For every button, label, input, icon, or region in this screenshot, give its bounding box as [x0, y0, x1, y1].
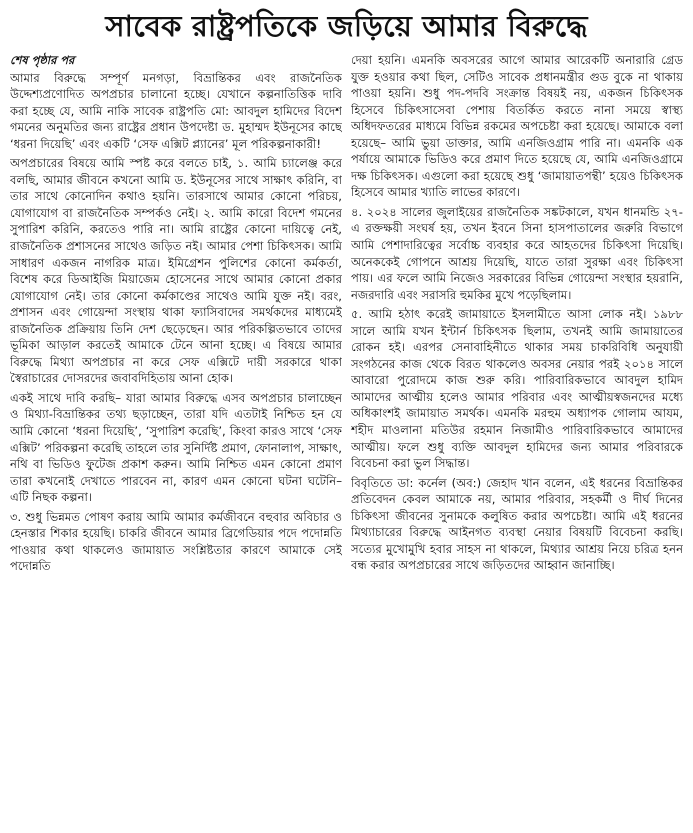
paragraph: ৫. আমি হঠাৎ করেই জামায়াতে ইসলামীতে আসা লোক নই। ১৯৮৮ সালে আমি যখন ইন্টার্ন চিকিৎসক ছিলাম, তখনই আমি জামায়াতের রোকন হই। এরপর সেনাবাহিনীতে থাকার সময় চাকরিবিধি অনুযায়ী সংগঠনের কাজ থেকে বিরত থাকলেও অবসর নেয়ার পরই ২০১৪ সালে আবারো পুরোদমে কাজ শুরু করি। পারিবারিকভাবে আবদুল হামিদ আমাদের আত্মীয় হলেও আমার পরিবার এবং আত্মীয়স্বজনদের মধ্যে অধিকাংশই জামায়াত সমর্থক। এমনকি মরহুম অধ্যাপক গোলাম আযম, শহীদ মাওলানা মতিউর রহমান নিজামীও পারিবারিকভাবে আমাদের আত্মীয়। ফলে শুধু ব্যক্তি আবদুল হামিদের জন্য আমার পরিবারকে বিবেচনা করা ভুল সিদ্ধান্ত।	[351, 307, 683, 471]
paragraph: দেয়া হয়নি। এমনকি অবসরের আগে আমার আরেকটি অনারারি গ্রেড যুক্ত হওয়ার কথা ছিল, সেটিও সাবেক প্রধানমন্ত্রীর গুড বুকে না থাকায় পাওয়া হয়নি। শুধু পদ-পদবি সংক্রান্ত বিষয়ই নয়, একজন চিকিৎসক হিসেবে চিকিৎসাসেবা পেশায় বিতর্কিত করতে নানা সময়ে স্বাস্থ্য অধিদফতরের মাধ্যমে বিভিন্ন রকমের অপচেষ্টা করা হয়েছে। আমাকে বলা হয়েছে– আমি ভুয়া ডাক্তার, আমি এনজিওগ্রাম পারি না। এমনকি এক পর্যায়ে আমাকে ভিডিও করে প্রমাণ দিতে হয়েছে যে, আমি এনজিওগ্রামে দক্ষ চিকিৎসক। এগুলো করা হয়েছে শুধু ‘জামায়াতপন্থী’ হয়েও চিকিৎসক হিসেবে আমার খ্যাতি লাভের কারণে।	[351, 53, 683, 200]
paragraph: একই সাথে দাবি করছি– যারা আমার বিরুদ্ধে এসব অপপ্রচার চালাচ্ছেন ও মিথ্যা-বিভ্রান্তিকর তথ্য ছড়াচ্ছেন, তারা যদি এতটাই নিশ্চিত হন যে আমি কোনো ‘ধরনা দিয়েছি’, ‘সুপারিশ করেছি’, কিংবা কারও সাথে ‘সেফ এক্সিট’ পরিকল্পনা করেছি তাহলে তার সুনির্দিষ্ট প্রমাণ, ফোনালাপ, সাক্ষাৎ, নথি বা ভিডিও ফুটেজ প্রকাশ করুন। আমি নিশ্চিত এমন কোনো প্রমাণ তারা কখনোই দেখাতে পারবেন না, কারণ এমন কোনো ঘটনা ঘটেনি– এটি নিছক কল্পনা।	[10, 390, 342, 505]
article-columns	[10, 52, 683, 828]
continued-from-label: শেষ পৃষ্ঠার পর	[10, 53, 75, 67]
paragraph: ৩. শুধু ভিন্নমত পোষণ করায় আমি আমার কর্মজীবনে বহুবার অবিচার ও হেনস্তার শিকার হয়েছি। চাকরি জীবনে আমার ব্রিগেডিয়ার পদে পদোন্নতি পাওয়ার কথা থাকলেও জামায়াত সংশ্লিষ্টতার কারণে আমাকে সেই পদোন্নতি	[10, 509, 342, 574]
paragraph: বিবৃতিতে ডা: কর্নেল (অব:) জেহাদ খান বলেন, এই ধরনের বিভ্রান্তিকর প্রতিবেদন কেবল আমাকে নয়, আমার পরিবার, সহকর্মী ও দীর্ঘ দিনের চিকিৎসা জীবনের সুনামকে কলুষিত করার অপচেষ্টা। আমি এই ধরনের মিথ্যাচারের বিরুদ্ধে আইনগত ব্যবস্থা নেয়ার বিষয়টি বিবেচনা করছি। সত্যের মুখোমুখি হবার সাহস না থাকলে, মিথ্যার আশ্রয় নিয়ে চরিত্র হনন বন্ধ করার অপপ্রচারের সাথে জড়িতদের আহ্বান জানাচ্ছি।	[351, 475, 683, 573]
paragraph: আমার বিরুদ্ধে সম্পূর্ণ মনগড়া, বিভ্রান্তিকর এবং রাজনৈতিক উদ্দেশ্যপ্রণোদিত অপপ্রচার চালানো হচ্ছে। যেখানে কল্পনাতিত্তিক দাবি করা হচ্ছে যে, আমি নাকি সাবেক রাষ্ট্রপতি মো: আবদুল হামিদের বিদেশ গমনের অনুমতির জন্য রাষ্ট্রের প্রধান উপদেষ্টা ড. মুহাম্মদ ইউনূসের কাছে ‘ধরনা দিয়েছি’ এবং একটি ‘সেফ এক্সিট প্ল্যানের’ মূল পরিকল্পনাকারী!	[10, 70, 342, 151]
paragraph: অপপ্রচারের বিষয়ে আমি স্পষ্ট করে বলতে চাই, ১. আমি চ্যালেঞ্জ করে বলছি, আমার জীবনে কখনো আমি ড. ইউনূসের সাথে সাক্ষাৎ করিনি, বা তার সাথে কোনোদিন কথাও হয়নি। তারসাথে আমার কোনো পরিচয়, যোগাযোগ বা রাজনৈতিক সম্পর্কও নেই। ২. আমি কারো বিদেশ গমনের সুপারিশ করিনি, করতেও পারি না। আমি রাষ্ট্রের কোনো দায়িত্বে নেই, রাজনৈতিক প্রশাসনের সাথেও জড়িত নই। আমার পেশা চিকিৎসক। আমি সাধারণ একজন নাগরিক মাত্র। ইমিগ্রেশন পুলিশের কোনো কর্মকর্তা, বিশেষ করে ডিআইজি মিয়াজেম হোসেনের সাথে আমার কোনো প্রকার যোগাযোগ নেই। তার কোনো কর্মকাণ্ডের সাথেও আমি যুক্ত নই। বরং, প্রশাসন এবং গোয়েন্দা সংস্থায় থাকা ফ্যাসিবাদের সমর্থকদের মাধ্যমেই রাজনৈতিক প্রক্রিয়ায় তিনি দেশ ছেড়েছেন। আর পরিকল্পিতভাবে তাদের ভূমিকা আড়াল করতেই আমাকে টেনে আনা হচ্ছে। এ বিষয়ে আমার বিরুদ্ধে মিথ্যা অপপ্রচার না করে সেফ এক্সিটে দায়ী সরকারে থাকা স্বৈরাচারের দোসরদের জবাবদিহিতায় আনা হোক।	[10, 156, 342, 386]
right-column	[351, 52, 683, 828]
left-column	[10, 52, 342, 828]
headline: সাবেক রাষ্ট্রপতিকে জড়িয়ে আমার বিরুদ্ধে	[105, 9, 588, 43]
paragraph: ৪. ২০২৪ সালের জুলাইয়ের রাজনৈতিক সঙ্কটকালে, যখন ধানমন্ডি ২৭-এ রক্তক্ষয়ী সংঘর্ষ হয়, তখন ইবনে সিনা হাসপাতালের জরুরি বিভাগে আমি পেশাদারিত্বের সর্বোচ্চ ব্যবহার করে আহতদের চিকিৎসা দিয়েছি। অনেককেই গোপনে আশ্রয় দিয়েছি, যাতে তারা সুরক্ষা এবং চিকিৎসা পায়। এর ফলে আমি নিজেও সরকারের বিভিন্ন গোয়েন্দা সংস্থার হয়রানি, নজরদারি এবং সরাসরি হুমকির মুখে পড়েছিলাম।	[351, 204, 683, 302]
